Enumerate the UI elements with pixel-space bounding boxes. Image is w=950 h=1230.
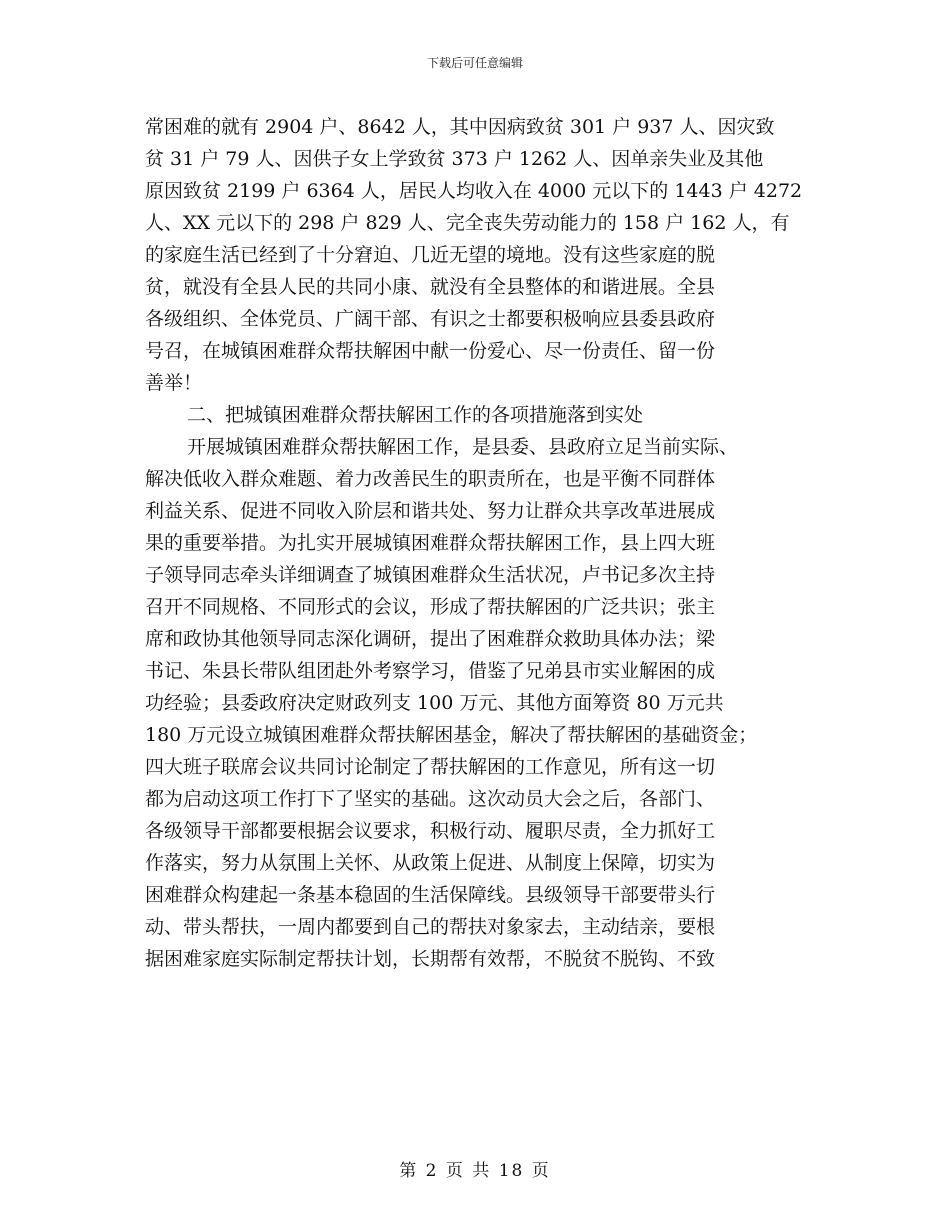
text-line: 席和政协其他领导同志深化调研，提出了困难群众救助具体办法；梁 [145,628,716,650]
text-line: 善举！ [145,372,203,394]
text-line: 贫 31 户 79 人、因供子女上学致贫 373 户 1262 人、因单亲失业及其他 [145,148,764,170]
text-line: 的家庭生活已经到了十分窘迫、几近无望的境地。没有这些家庭的脱 [145,244,716,266]
text-line: 都为启动这项工作打下了坚实的基础。这次动员大会之后，各部门、 [145,788,716,810]
text-line: 各级领导干部都要根据会议要求，积极行动、履职尽责，全力抓好工 [145,820,716,842]
text-line: 困难群众构建起一条基本稳固的生活保障线。县级领导干部要带头行 [145,884,716,906]
text-line: 四大班子联席会议共同讨论制定了帮扶解困的工作意见，所有这一切 [145,756,716,778]
text-line: 作落实，努力从氛围上关怀、从政策上促进、从制度上保障，切实为 [145,852,716,874]
section-heading: 二、把城镇困难群众帮扶解困工作的各项措施落到实处 [187,404,644,426]
page-header: 下载后可任意编辑 [426,56,523,70]
text-line: 召开不同规格、不同形式的会议，形成了帮扶解困的广泛共识；张主 [145,596,716,618]
text-line: 利益关系、促进不同收入阶层和谐共处、努力让群众共享改革进展成 [145,500,716,522]
text-line: 果的重要举措。为扎实开展城镇困难群众帮扶解困工作，县上四大班 [145,532,716,554]
text-line: 据困难家庭实际制定帮扶计划，长期帮有效帮，不脱贫不脱钩、不致 [145,948,716,970]
text-line: 贫，就没有全县人民的共同小康、就没有全县整体的和谐进展。全县 [145,276,716,298]
text-line: 功经验；县委政府决定财政列支 100 万元、其他方面筹资 80 万元共 [145,692,724,714]
text-line: 号召，在城镇困难群众帮扶解困中献一份爱心、尽一份责任、留一份 [145,340,716,362]
text-line: 常困难的就有 2904 户、8642 人，其中因病致贫 301 户 937 人、因灾致 [145,116,775,138]
page-footer: 第 2 页 共 18 页 [399,1161,551,1181]
text-line: 书记、朱县长带队组团赴外考察学习，借鉴了兄弟县市实业解困的成 [145,660,716,682]
text-line: 180 万元设立城镇困难群众帮扶解困基金，解决了帮扶解困的基础资金； [145,724,758,746]
text-line: 子领导同志牵头详细调查了城镇困难群众生活状况，卢书记多次主持 [145,564,716,586]
text-line: 原因致贫 2199 户 6364 人，居民人均收入在 4000 元以下的 1443 户 4272 [145,180,803,202]
text-line: 动、带头帮扶，一周内都要到自己的帮扶对象家去，主动结亲，要根 [145,916,716,938]
text-line: 人、XX 元以下的 298 户 829 人、完全丧失劳动能力的 158 户 162 人，有 [145,212,790,234]
text-line: 开展城镇困难群众帮扶解困工作，是县委、县政府立足当前实际、 [187,436,739,458]
text-line: 解决低收入群众难题、着力改善民生的职责所在，也是平衡不同群体 [145,468,716,490]
document-body [145,111,825,975]
text-line: 各级组织、全体党员、广阔干部、有识之士都要积极响应县委县政府 [145,308,716,330]
